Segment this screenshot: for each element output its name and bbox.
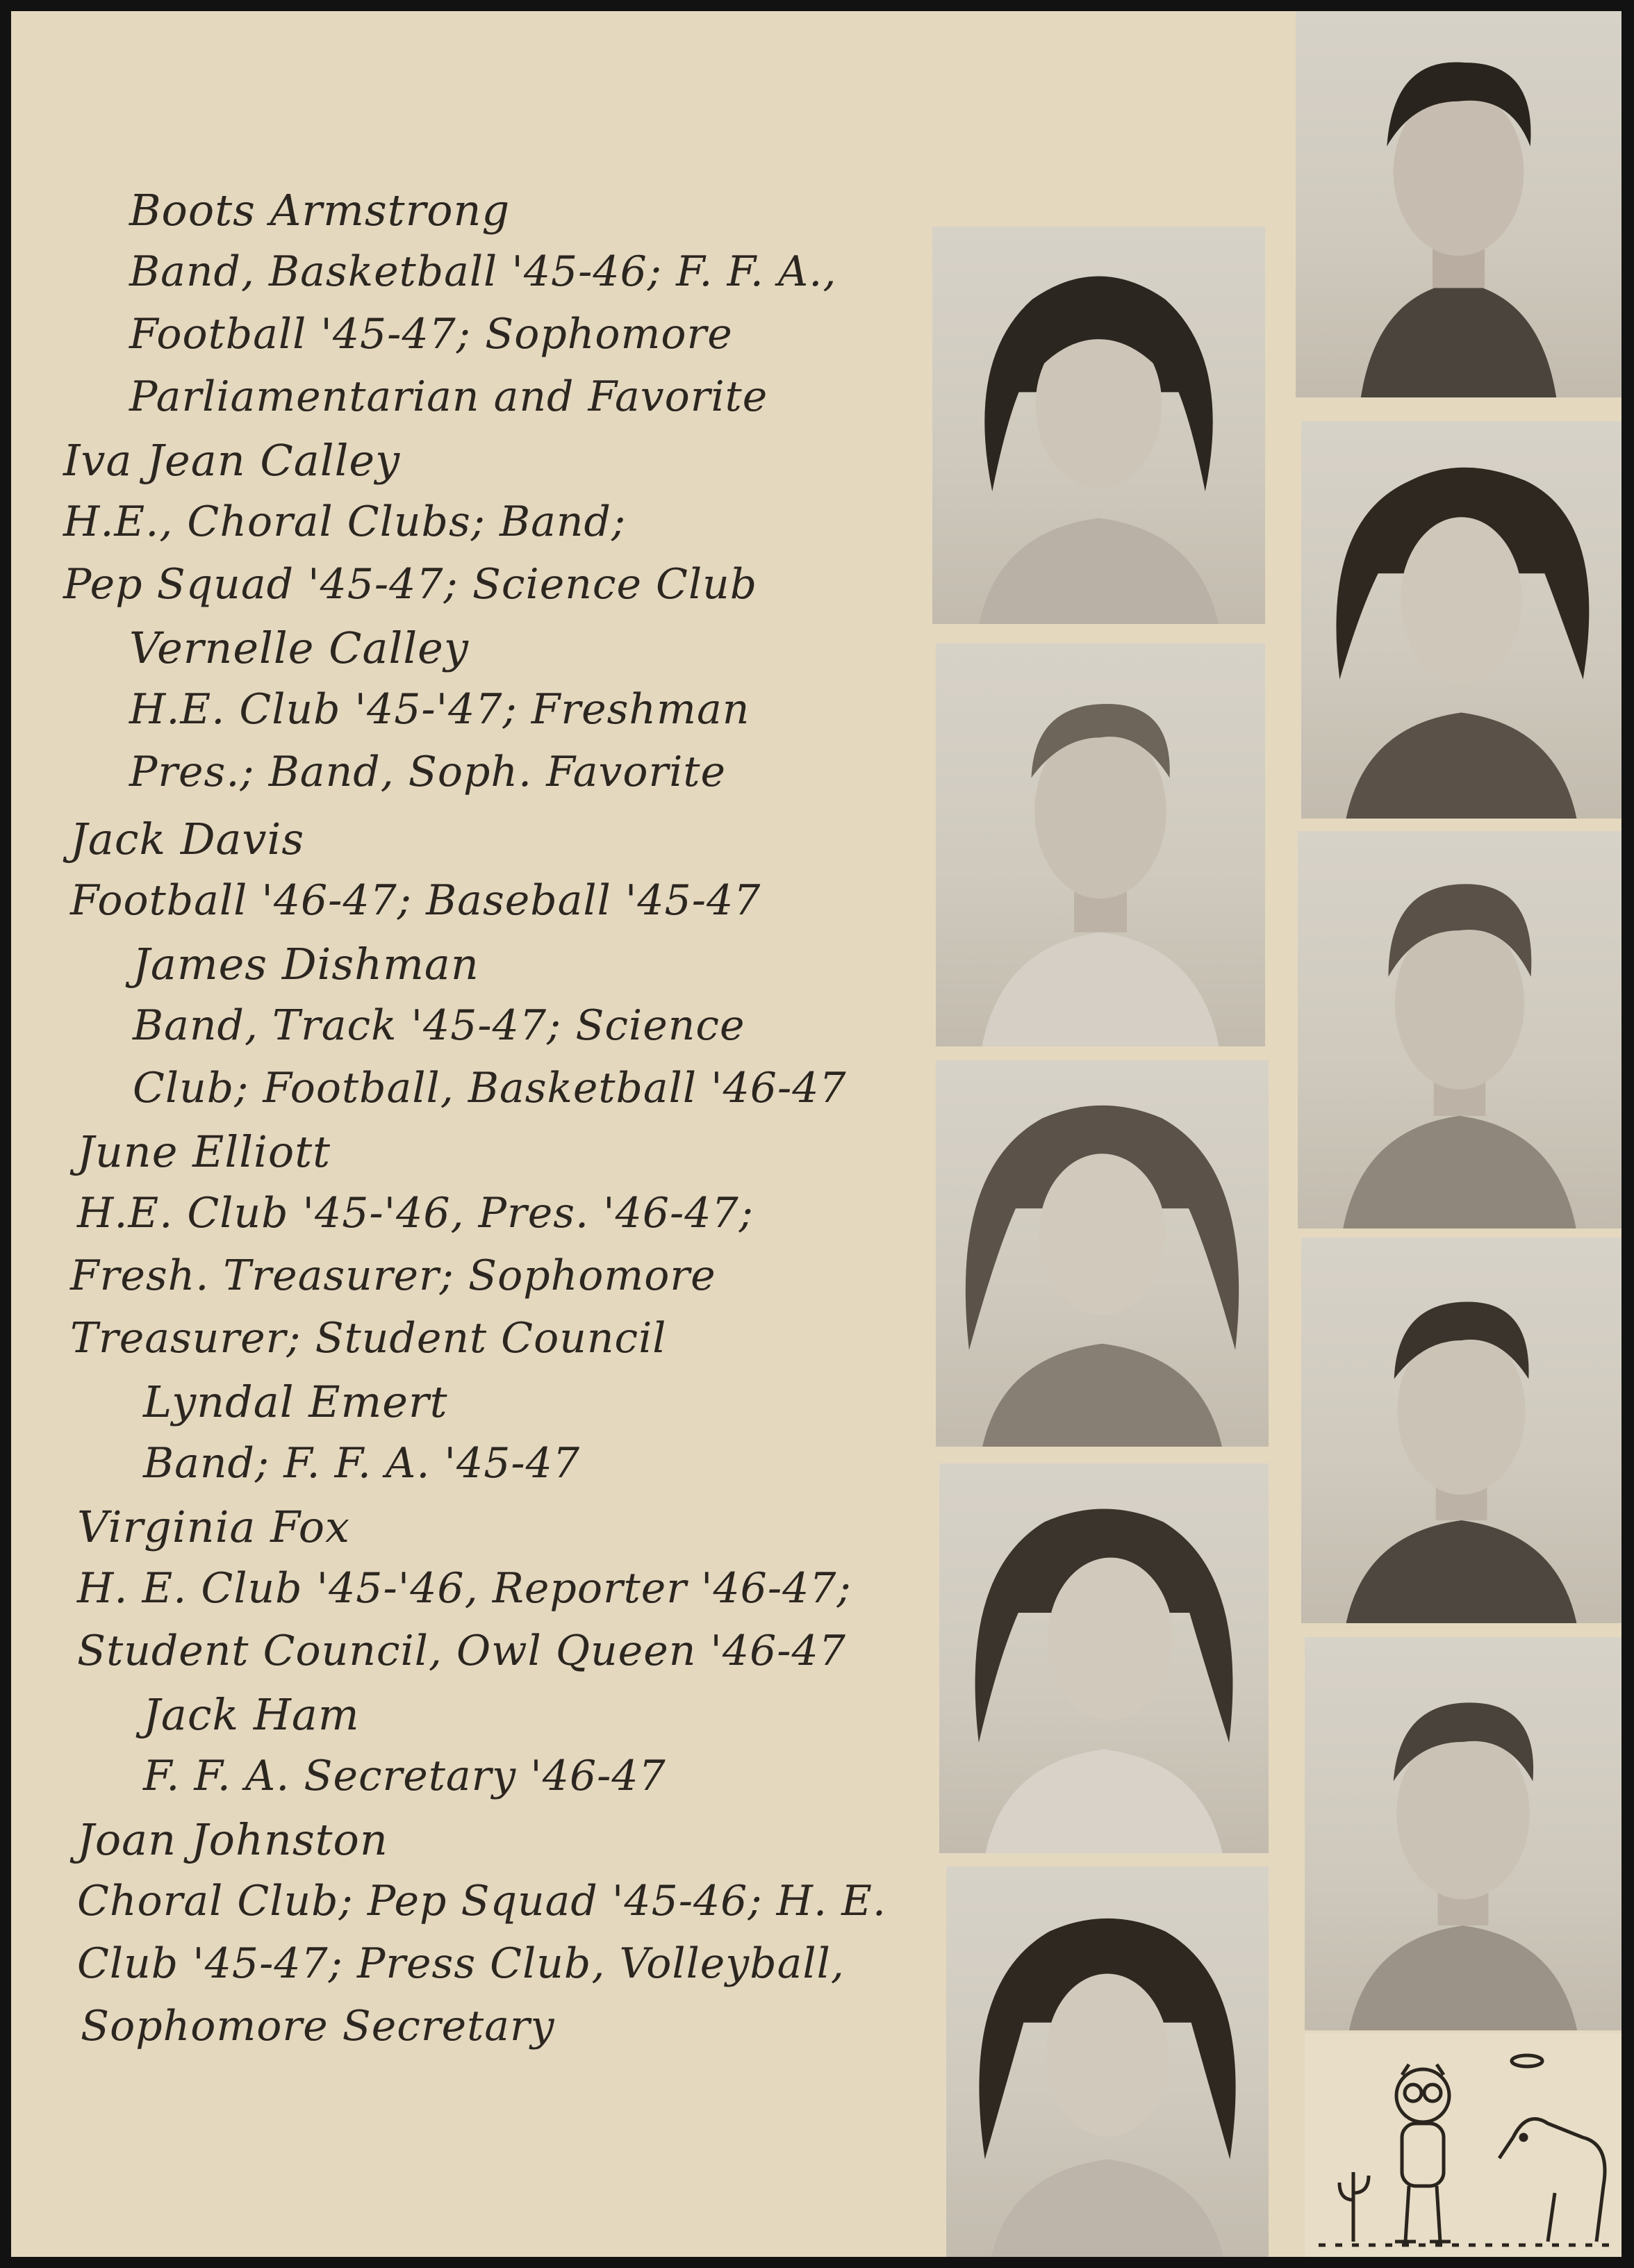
boy-portrait-icon: [1305, 1637, 1621, 2030]
entry-name: Jack Davis: [70, 814, 305, 864]
girl-portrait-icon: [1301, 421, 1621, 819]
entry-detail: Club '45-47; Press Club, Volleyball,: [77, 1939, 845, 1988]
boy-portrait-icon: [1301, 1238, 1621, 1623]
entry-detail: Pep Squad '45-47; Science Club: [63, 560, 758, 609]
entry-detail: Band; F. F. A. '45-47: [143, 1439, 580, 1488]
entry-name: James Dishman: [133, 939, 479, 989]
entry-name: Vernelle Calley: [129, 623, 469, 673]
entry-detail: H.E. Club '45-'47; Freshman: [129, 685, 750, 734]
portrait-photo-lyndal-emert: [1301, 1238, 1621, 1623]
entry-name: Joan Johnston: [77, 1814, 388, 1865]
entry-detail: Parliamentarian and Favorite: [129, 372, 768, 421]
girl-portrait-icon: [932, 227, 1265, 624]
girl-portrait-icon: [936, 1060, 1269, 1447]
girl-portrait-icon: [939, 1463, 1269, 1853]
portrait-photo-james-dishman: [1298, 831, 1621, 1228]
entry-detail: F. F. A. Secretary '46-47: [143, 1752, 666, 1800]
boy-portrait-icon: [1296, 11, 1621, 397]
entry-detail: Treasurer; Student Council: [70, 1314, 667, 1363]
yearbook-page: [11, 11, 1621, 2257]
boy-portrait-icon: [936, 643, 1265, 1046]
girl-portrait-icon: [946, 1866, 1269, 2257]
entry-detail: Student Council, Owl Queen '46-47: [77, 1627, 846, 1675]
portrait-photo-armstrong: [1296, 11, 1621, 397]
entry-name: Iva Jean Calley: [63, 435, 401, 486]
entry-detail: Football '45-47; Sophomore: [129, 310, 733, 359]
entry-name: Lyndal Emert: [143, 1377, 448, 1427]
portrait-photo-vernelle-calley: [1301, 421, 1621, 819]
entry-detail: Club; Football, Basketball '46-47: [133, 1064, 847, 1112]
portrait-photo-virginia-fox: [939, 1463, 1269, 1853]
portrait-photo-jack-davis: [936, 643, 1265, 1046]
portrait-photo-june-elliott: [936, 1060, 1269, 1447]
entry-detail: Band, Track '45-47; Science: [133, 1001, 745, 1050]
entry-name: Virginia Fox: [77, 1502, 351, 1552]
entry-detail: H. E. Club '45-'46, Reporter '46-47;: [77, 1564, 852, 1613]
entry-detail: H.E. Club '45-'46, Pres. '46-47;: [77, 1189, 754, 1238]
entry-detail: Football '46-47; Baseball '45-47: [70, 876, 761, 925]
entry-name: Boots Armstrong: [129, 185, 511, 236]
portrait-photo-jack-ham: [1305, 1637, 1621, 2030]
portrait-photo-iva-jean-calley: [932, 227, 1265, 624]
entry-name: June Elliott: [77, 1126, 331, 1177]
boy-portrait-icon: [1298, 831, 1621, 1228]
owl-cowboy-and-donkey-cartoon-icon: [1305, 2033, 1621, 2257]
entry-detail: H.E., Choral Clubs; Band;: [63, 498, 627, 546]
entry-detail: Choral Club; Pep Squad '45-46; H. E.: [77, 1877, 886, 1925]
portrait-photo-joan-johnston: [946, 1866, 1269, 2257]
entry-detail: Band, Basketball '45-46; F. F. A.,: [129, 247, 837, 296]
entry-detail: Pres.; Band, Soph. Favorite: [129, 748, 727, 796]
entry-detail: Fresh. Treasurer; Sophomore: [70, 1251, 716, 1300]
entry-name: Jack Ham: [143, 1689, 360, 1740]
entry-detail: Sophomore Secretary: [81, 2002, 555, 2051]
